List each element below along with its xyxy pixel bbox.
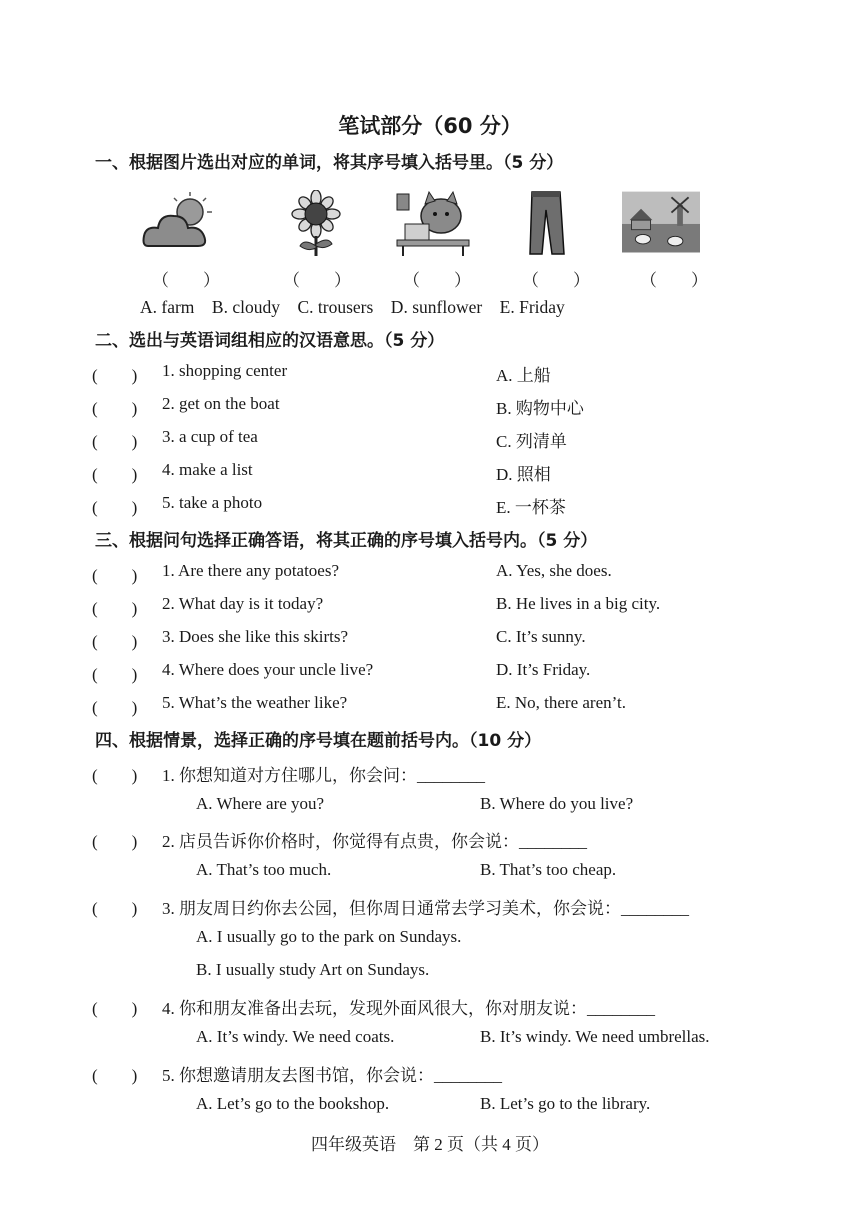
s4-question-2: 2. 店员告诉你价格时，你觉得有点贵，你会说：________ <box>162 832 587 851</box>
s4-q3-option-b: B. I usually study Art on Sundays. <box>196 960 430 979</box>
s4-question-1: 1. 你想知道对方住哪儿，你会问：________ <box>162 766 485 785</box>
section-2-heading: 二、选出与英语词组相应的汉语意思。（5 分） <box>95 331 445 351</box>
s2-question-4: 4. make a list <box>162 460 253 479</box>
page-title: 笔试部分（60 分） <box>338 114 522 138</box>
s3-option-d: D. It’s Friday. <box>496 660 591 679</box>
s3-question-5: 5. What’s the weather like? <box>162 693 348 712</box>
s2-question-2: 2. get on the boat <box>162 394 280 413</box>
s4-q2-option-a: A. That’s too much. <box>196 860 332 879</box>
cloud-sun-icon <box>140 190 218 256</box>
word-options: A. farm B. cloudy C. trousers D. sunflower E. Friday <box>140 297 565 317</box>
picture-bracket-3[interactable]: （ ） <box>403 271 471 290</box>
s3-question-4: 4. Where does your uncle live? <box>162 660 374 679</box>
s4-q2-option-b: B. That’s too cheap. <box>480 860 617 879</box>
sunflower-icon <box>280 190 358 256</box>
answer-bracket[interactable]: ( ) <box>92 999 138 1018</box>
answer-bracket[interactable]: ( ) <box>92 599 138 618</box>
section-3-heading: 三、根据问句选择正确答语，将其正确的序号填入括号内。（5 分） <box>95 531 598 551</box>
s4-question-4: 4. 你和朋友准备出去玩，发现外面风很大，你对朋友说：________ <box>162 999 655 1018</box>
s2-option-a: A. 上船 <box>496 366 551 385</box>
s2-question-5: 5. take a photo <box>162 493 263 512</box>
s4-question-5: 5. 你想邀请朋友去图书馆，你会说：________ <box>162 1066 502 1085</box>
farm-scene-icon <box>622 190 700 256</box>
s4-q1-option-a: A. Where are you? <box>196 794 325 813</box>
answer-bracket[interactable]: ( ) <box>92 766 138 785</box>
picture-bracket-1[interactable]: （ ） <box>152 271 220 290</box>
s3-option-c: C. It’s sunny. <box>496 627 586 646</box>
cat-computer-icon <box>395 190 473 256</box>
s4-q4-option-a: A. It’s windy. We need coats. <box>196 1027 395 1046</box>
s3-option-a: A. Yes, she does. <box>496 561 612 580</box>
section-4-heading: 四、根据情景，选择正确的序号填在题前括号内。（10 分） <box>95 731 542 751</box>
answer-bracket[interactable]: ( ) <box>92 498 138 517</box>
s2-option-d: D. 照相 <box>496 465 551 484</box>
s4-q1-option-b: B. Where do you live? <box>480 794 634 813</box>
s4-q4-option-b: B. It’s windy. We need umbrellas. <box>480 1027 710 1046</box>
section-1-heading: 一、根据图片选出对应的单词，将其序号填入括号里。（5 分） <box>95 153 564 173</box>
s2-question-3: 3. a cup of tea <box>162 427 258 446</box>
s2-option-b: B. 购物中心 <box>496 399 584 418</box>
page-footer: 四年级英语 第 2 页（共 4 页） <box>311 1135 549 1154</box>
answer-bracket[interactable]: ( ) <box>92 399 138 418</box>
s4-q3-option-a: A. I usually go to the park on Sundays. <box>196 927 462 946</box>
s2-option-c: C. 列清单 <box>496 432 567 451</box>
answer-bracket[interactable]: ( ) <box>92 566 138 585</box>
s2-question-1: 1. shopping center <box>162 361 288 380</box>
answer-bracket[interactable]: ( ) <box>92 832 138 851</box>
answer-bracket[interactable]: ( ) <box>92 366 138 385</box>
s3-option-e: E. No, there aren’t. <box>496 693 626 712</box>
s2-option-e: E. 一杯茶 <box>496 498 566 517</box>
answer-bracket[interactable]: ( ) <box>92 432 138 451</box>
s3-question-1: 1. Are there any potatoes? <box>162 561 340 580</box>
trousers-icon <box>510 190 588 256</box>
answer-bracket[interactable]: ( ) <box>92 465 138 484</box>
picture-bracket-4[interactable]: （ ） <box>522 271 590 290</box>
answer-bracket[interactable]: ( ) <box>92 698 138 717</box>
answer-bracket[interactable]: ( ) <box>92 899 138 918</box>
answer-bracket[interactable]: ( ) <box>92 665 138 684</box>
picture-bracket-5[interactable]: （ ） <box>640 271 708 290</box>
s4-question-3: 3. 朋友周日约你去公园，但你周日通常去学习美术，你会说：________ <box>162 899 689 918</box>
s3-question-2: 2. What day is it today? <box>162 594 324 613</box>
s3-option-b: B. He lives in a big city. <box>496 594 661 613</box>
s4-q5-option-a: A. Let’s go to the bookshop. <box>196 1094 390 1113</box>
picture-bracket-2[interactable]: （ ） <box>283 271 351 290</box>
s4-q5-option-b: B. Let’s go to the library. <box>480 1094 651 1113</box>
answer-bracket[interactable]: ( ) <box>92 1066 138 1085</box>
answer-bracket[interactable]: ( ) <box>92 632 138 651</box>
s3-question-3: 3. Does she like this skirts? <box>162 627 349 646</box>
